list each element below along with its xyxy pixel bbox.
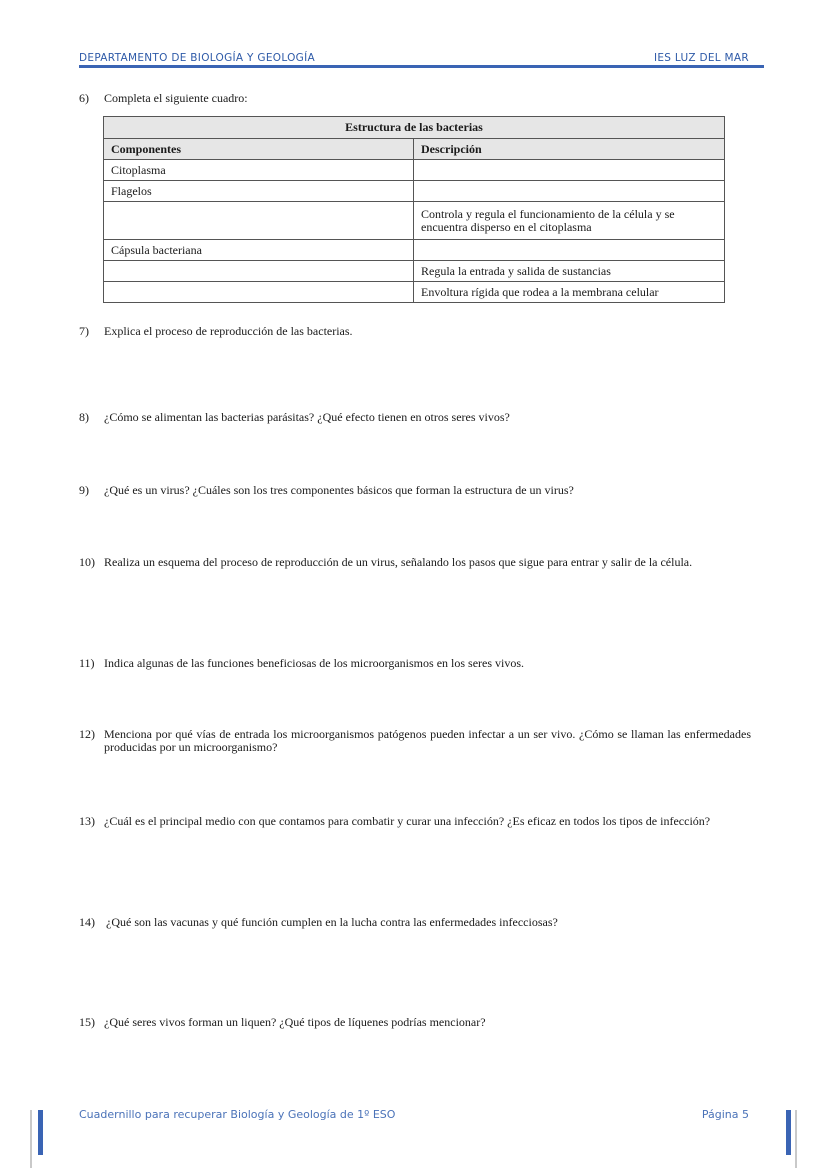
question-number: 9) bbox=[79, 483, 89, 497]
question-number: 10) bbox=[79, 555, 95, 569]
question-number: 14) bbox=[79, 915, 95, 929]
question-number: 11) bbox=[79, 656, 95, 670]
table-cell-component: Cápsula bacteriana bbox=[104, 240, 414, 261]
table-cell-description: Regula la entrada y salida de sustancias bbox=[414, 261, 725, 282]
table-row bbox=[104, 282, 725, 303]
question-text: Explica el proceso de reproducción de las bacterias. bbox=[104, 324, 353, 338]
question-text: Realiza un esquema del proceso de reproducción de un virus, señalando los pasos que sigue para entrar y salir de la célula. bbox=[104, 555, 693, 569]
table-cell-component bbox=[104, 282, 414, 303]
table-cell-component bbox=[104, 261, 414, 282]
table-cell-description: Controla y regula el funcionamiento de la célula y se encuentra disperso en el citoplasma bbox=[414, 202, 725, 240]
question-number: 8) bbox=[79, 410, 89, 424]
question-number: 15) bbox=[79, 1015, 95, 1029]
table-cell-component: Citoplasma bbox=[104, 160, 414, 181]
table-cell-description bbox=[414, 181, 725, 202]
header-department: DEPARTAMENTO DE BIOLOGÍA Y GEOLOGÍA bbox=[79, 52, 315, 64]
table-row bbox=[104, 202, 725, 240]
table-row bbox=[104, 240, 725, 261]
column-header-description: Descripción bbox=[414, 139, 725, 160]
question-text: ¿Cómo se alimentan las bacterias parásitas? ¿Qué efecto tienen en otros seres vivos? bbox=[104, 410, 510, 424]
footer-right-bar bbox=[786, 1110, 791, 1155]
question-text: Menciona por qué vías de entrada los microorganismos patógenos pueden infectar a un ser vivo. ¿Cómo se llaman las enfermedades producidas por un microorganismo? bbox=[104, 727, 751, 754]
page-footer bbox=[79, 1108, 749, 1124]
table-cell-description: Envoltura rígida que rodea a la membrana celular bbox=[414, 282, 725, 303]
table-title: Estructura de las bacterias bbox=[104, 117, 725, 139]
table-cell-description bbox=[414, 240, 725, 261]
header-divider bbox=[79, 65, 764, 68]
question-text: Indica algunas de las funciones beneficiosas de los microorganismos en los seres vivos. bbox=[104, 656, 525, 670]
question-text: ¿Qué son las vacunas y qué función cumplen en la lucha contra las enfermedades infecciosas? bbox=[106, 915, 558, 929]
page-header bbox=[79, 52, 763, 66]
header-school: IES LUZ DEL MAR bbox=[653, 52, 749, 64]
table-row bbox=[104, 261, 725, 282]
bacteria-structure-table bbox=[103, 116, 725, 303]
question-text: ¿Qué es un virus? ¿Cuáles son los tres componentes básicos que forman la estructura de un virus? bbox=[104, 483, 574, 497]
footer-left-bar bbox=[38, 1110, 43, 1155]
column-header-components: Componentes bbox=[104, 139, 414, 160]
table-cell-component bbox=[104, 202, 414, 240]
page-number: Página 5 bbox=[701, 1108, 749, 1121]
table-cell-component: Flagelos bbox=[104, 181, 414, 202]
question-number: 7) bbox=[79, 324, 89, 338]
footer-title: Cuadernillo para recuperar Biología y Geología de 1º ESO bbox=[79, 1108, 396, 1121]
question-text: Completa el siguiente cuadro: bbox=[104, 91, 248, 105]
table-row bbox=[104, 160, 725, 181]
question-text: ¿Cuál es el principal medio con que contamos para combatir y curar una infección? ¿Es eficaz en todos los tipos de infección? bbox=[104, 814, 711, 828]
table-cell-description bbox=[414, 160, 725, 181]
table-row bbox=[104, 181, 725, 202]
question-number: 12) bbox=[79, 727, 95, 741]
question-text: ¿Qué seres vivos forman un liquen? ¿Qué tipos de líquenes podrías mencionar? bbox=[104, 1015, 486, 1029]
question-number: 6) bbox=[79, 91, 89, 105]
footer-right-edge bbox=[795, 1110, 797, 1168]
question-number: 13) bbox=[79, 814, 95, 828]
footer-left-edge bbox=[30, 1110, 32, 1168]
